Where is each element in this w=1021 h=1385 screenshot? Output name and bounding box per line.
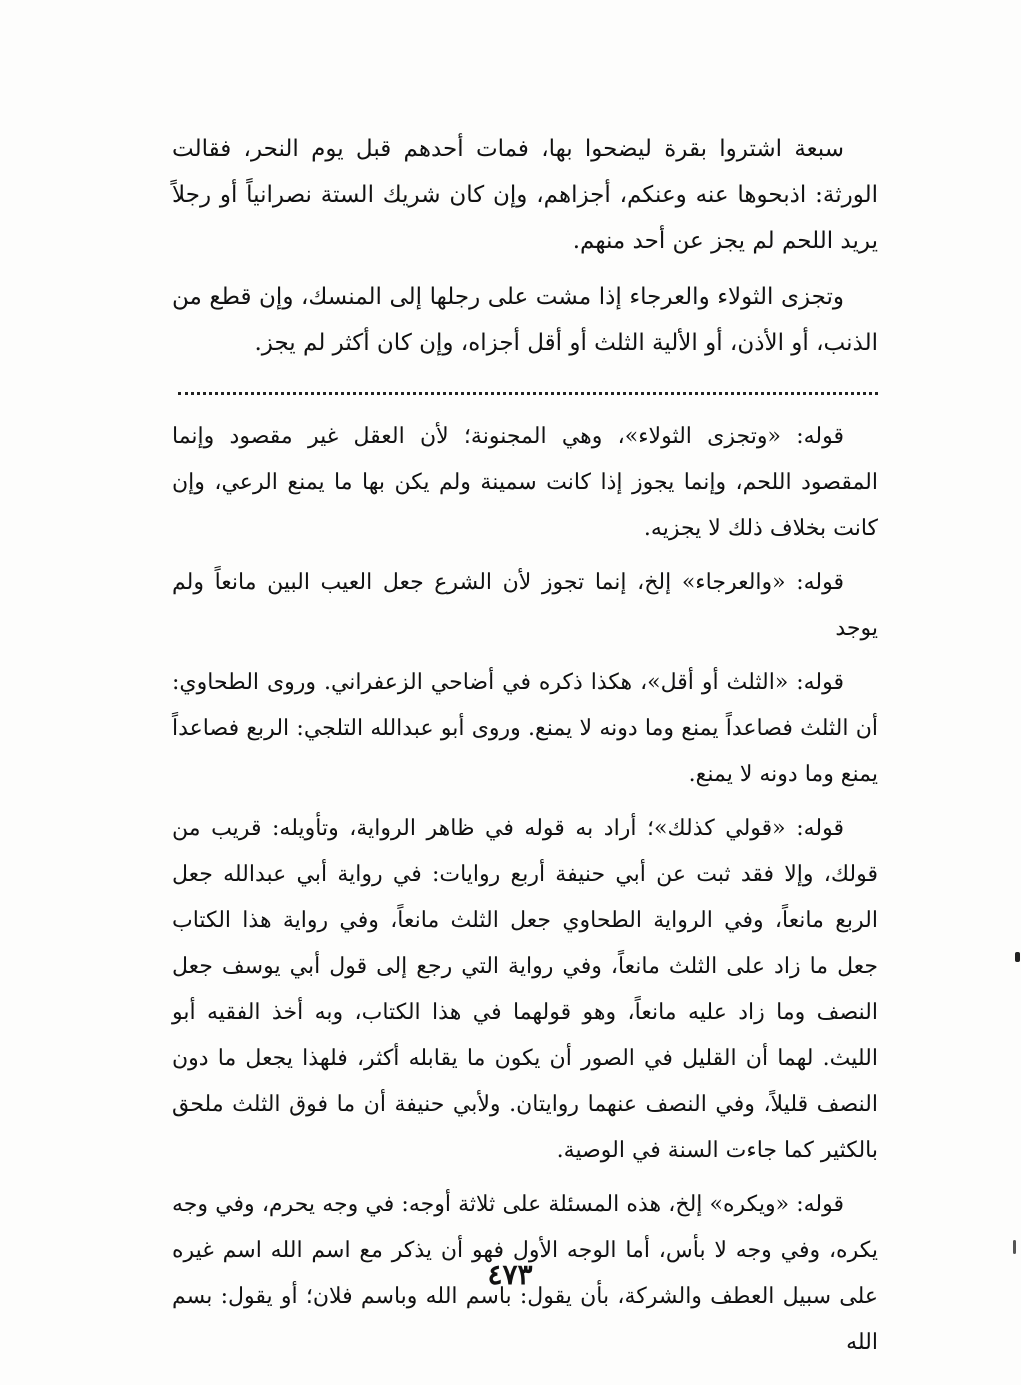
commentary-text <box>172 414 878 1374</box>
main-paragraph: سبعة اشتروا بقرة ليضحوا بها، فمات أحدهم قبل يوم النحر، فقالت الورثة: اذبحوها عنه وعنكم، أجزاهم، وإن كان شريك الستة نصرانياً أو رجلاً يريد اللحم لم يجز عن أحد منهم. <box>172 136 878 254</box>
scan-margin-mark <box>1015 952 1020 962</box>
commentary-paragraph: قوله: «الثلث أو أقل»، هكذا ذكره في أضاحي الزعفراني. وروى الطحاوي: أن الثلث فصاعداً يمنع وما دونه لا يمنع. وروى أبو عبدالله التلجي: الربع فصاعداً يمنع وما دونه لا يمنع. <box>172 670 878 787</box>
scan-margin-mark <box>1013 1240 1016 1254</box>
commentary-paragraph: قوله: «والعرجاء» إلخ، إنما تجوز لأن الشرع جعل العيب البين مانعاً ولم يوجد <box>172 570 878 641</box>
commentary-paragraph: قوله: «ويكره» إلخ، هذه المسئلة على ثلاثة أوجه: في وجه يحرم، وفي وجه يكره، وفي وجه لا بأس، أما الوجه الأول فهو أن يذكر مع اسم الله اسم غيره على سبيل العطف والشركة، بأن يقول: باسم الله وباسم فلان؛ أو يقول: بسم الله <box>172 1192 878 1355</box>
main-text <box>172 126 878 376</box>
commentary-paragraph: قوله: «قولي كذلك»؛ أراد به قوله في ظاهر الرواية، وتأويله: قريب من قولك، وإلا فقد ثبت عن أبي حنيفة أربع روايات: في رواية أبي عبدالله جعل الربع مانعاً، وفي الرواية الطحاوي جعل الثلث مانعاً، وفي رواية هذا الكتاب جعل ما زاد على الثلث مانعاً، وفي رواية التي رجع إلى قول أبي يوسف جعل النصف وما زاد عليه مانعاً، وهو قولهما في هذا الكتاب، وبه أخذ الفقيه أبو الليث. لهما أن القليل في الصور أن يكون ما يقابله أكثر، فلهذا يجعل ما دون النصف قليلاً، وفي النصف عنهما روايتان. ولأبي حنيفة أن ما فوق الثلث ملحق بالكثير كما جاءت السنة في الوصية. <box>172 816 878 1163</box>
commentary-paragraph: قوله: «وتجزى الثولاء»، وهي المجنونة؛ لأن العقل غير مقصود وإنما المقصود اللحم، وإنما يجوز إذا كانت سمينة ولم يكن بها ما يمنع الرعي، وإن كانت بخلاف ذلك لا يجزيه. <box>172 424 878 541</box>
dotted-divider <box>178 392 878 395</box>
main-paragraph: وتجزى الثولاء والعرجاء إذا مشت على رجلها إلى المنسك، وإن قطع من الذنب، أو الأذن، أو الألية الثلث أو أقل أجزاه، وإن كان أكثر لم يجز. <box>172 284 878 356</box>
page-number: ٤٧٣ <box>487 1258 533 1291</box>
